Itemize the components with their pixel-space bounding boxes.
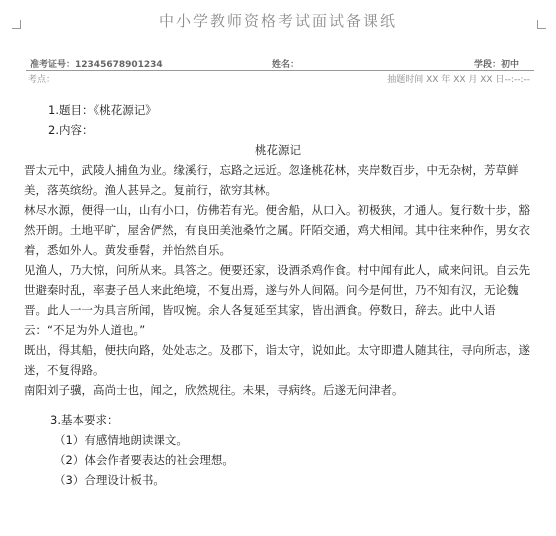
paragraph: 晋太元中，武陵人捕鱼为业。缘溪行，忘路之远近。忽逢桃花林，夹岸数百步，中无杂树，芳草鲜美，落英缤纷。渔人甚异之。复前行，欲穷其林。	[24, 163, 519, 197]
question-1: 1.题目：《桃花源记》	[48, 103, 157, 117]
paragraph: 南阳刘子骥，高尚士也，闻之，欣然规往。未果，寻病终。后遂无问津者。	[24, 383, 404, 397]
subject-label: 学段：	[474, 60, 502, 70]
paragraph: 林尽水源，便得一山，山有小口，仿佛若有光。便舍船，从口入。初极狭，才通人。复行数十步，豁然开朗。土地平旷，屋舍俨然，有良田美池桑竹之属。阡陌交通，鸡犬相闻。其中往来种作，男女衣着，悉如外人。黄发垂髫，并怡然自乐。	[24, 203, 530, 257]
question-2: 2.内容：	[48, 123, 94, 137]
subject-value: 初中	[501, 60, 520, 70]
topic-label: 考点：	[28, 75, 56, 85]
question-3: 3.基本要求：	[50, 413, 119, 427]
text-title: 桃花源记	[255, 143, 301, 157]
requirement-item: （2）体会作者要表达的社会理想。	[54, 453, 234, 467]
draw-time: 抽题时间 XX 年 XX 月 XX 日--:--:--	[387, 75, 530, 85]
exam-number-label: 准考证号：	[30, 60, 76, 70]
paragraph: 见渔人，乃大惊，问所从来。具答之。便要还家，设酒杀鸡作食。村中闻有此人，咸来问讯。自云先世避秦时乱，率妻子邑人来此绝境，不复出焉，遂与外人间隔。问今是何世，乃不知有汉，无论魏晋。此人一一为具言所闻，皆叹惋。余人各复延至其家，皆出酒食。停数日，辞去。此中人语云：“不足为外人道也。”	[24, 263, 530, 337]
paragraph: 既出，得其船，便扶向路，处处志之。及郡下，诣太守，说如此。太守即遣人随其往，寻向所志，遂迷，不复得路。	[24, 343, 530, 377]
header-divider	[26, 70, 534, 71]
exam-number-value: 12345678901234	[75, 60, 163, 70]
requirement-item: （3）合理设计板书。	[54, 473, 165, 487]
document-body	[22, 100, 534, 490]
page-title: 中小学教师资格考试面试备课纸	[158, 12, 397, 30]
requirement-item: （1）有感情地朗读课文。	[54, 433, 188, 447]
subject-field	[474, 57, 519, 70]
name-label: 姓名：	[272, 60, 300, 70]
exam-number	[30, 57, 163, 70]
spacer	[22, 400, 534, 410]
